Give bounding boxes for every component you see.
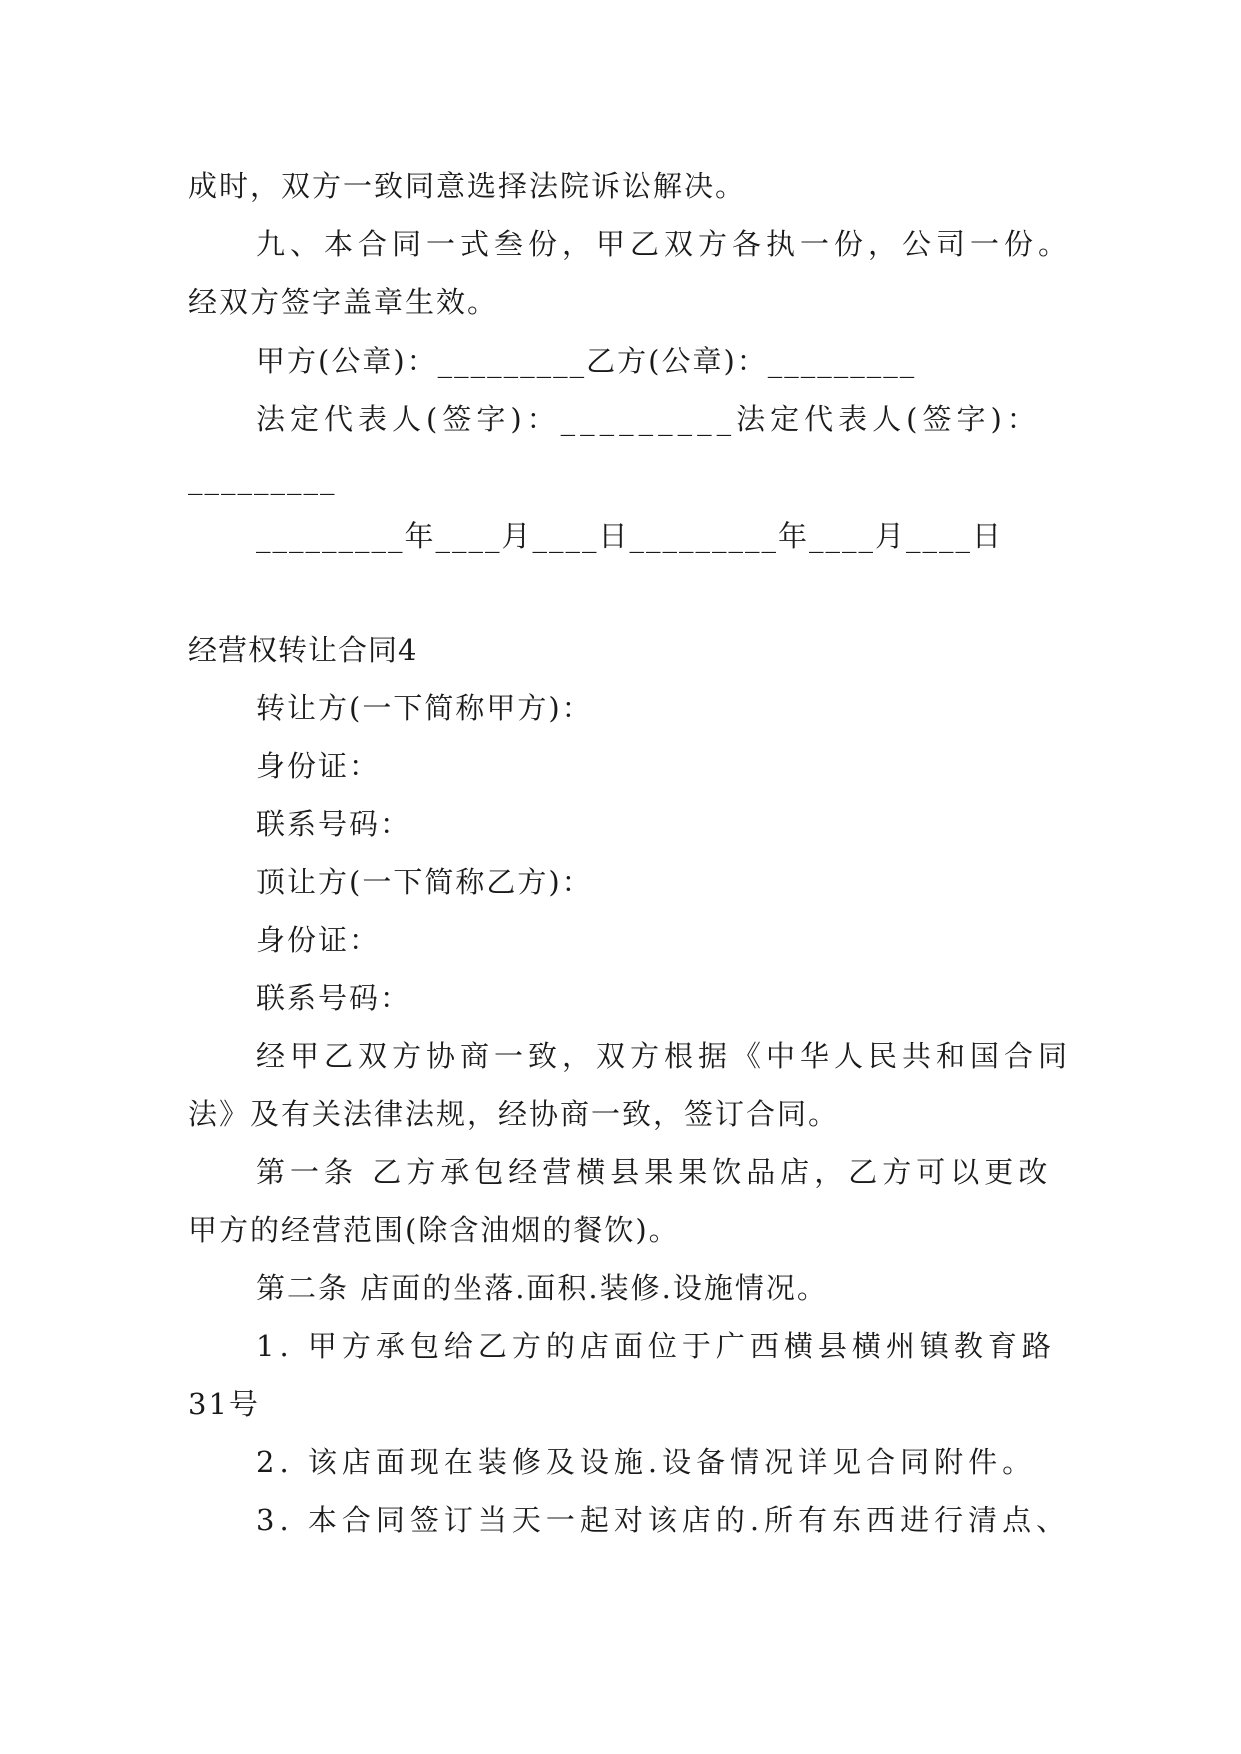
text-line-22: 2. 该店面现在装修及设施.设备情况详见合同附件。 bbox=[256, 1445, 1037, 1479]
text-line-1: 成时，双方一致同意选择法院诉讼解决。 bbox=[188, 169, 747, 203]
text-line-13: 身份证： bbox=[256, 923, 381, 957]
text-line-6: _________ bbox=[188, 461, 337, 495]
text-line-18: 甲方的经营范围(除含油烟的餐饮)。 bbox=[188, 1213, 680, 1247]
text-line-20: 1. 甲方承包给乙方的店面位于广西横县横州镇教育路 bbox=[256, 1329, 1056, 1363]
text-line-19: 第二条 店面的坐落.面积.装修.设施情况。 bbox=[256, 1271, 828, 1305]
text-line-17: 第一条 乙方承包经营横县果果饮品店，乙方可以更改 bbox=[256, 1155, 1053, 1189]
text-line-9: 转让方(一下简称甲方)： bbox=[256, 691, 593, 725]
text-line-7: _________年____月____日_________年____月____日 bbox=[256, 519, 1004, 553]
text-line-15: 经甲乙双方协商一致，双方根据《中华人民共和国合同 bbox=[256, 1039, 1073, 1073]
text-line-3: 经双方签字盖章生效。 bbox=[188, 285, 499, 319]
section-heading: 经营权转让合同4 bbox=[188, 633, 418, 667]
text-line-23: 3. 本合同签订当天一起对该店的.所有东西进行清点、 bbox=[256, 1503, 1071, 1537]
text-line-21: 31号 bbox=[188, 1387, 260, 1421]
text-line-2: 九、本合同一式叁份，甲乙双方各执一份，公司一份。 bbox=[256, 227, 1073, 261]
text-line-11: 联系号码： bbox=[256, 807, 412, 841]
text-line-5: 法定代表人(签字)：_________法定代表人(签字)： bbox=[256, 402, 1041, 436]
text-line-12: 顶让方(一下简称乙方)： bbox=[256, 865, 593, 899]
text-line-10: 身份证： bbox=[256, 749, 381, 783]
text-line-4: 甲方(公章)：_________乙方(公章)：_________ bbox=[256, 344, 917, 378]
text-line-16: 法》及有关法律法规，经协商一致，签订合同。 bbox=[188, 1097, 840, 1131]
text-line-14: 联系号码： bbox=[256, 981, 412, 1015]
